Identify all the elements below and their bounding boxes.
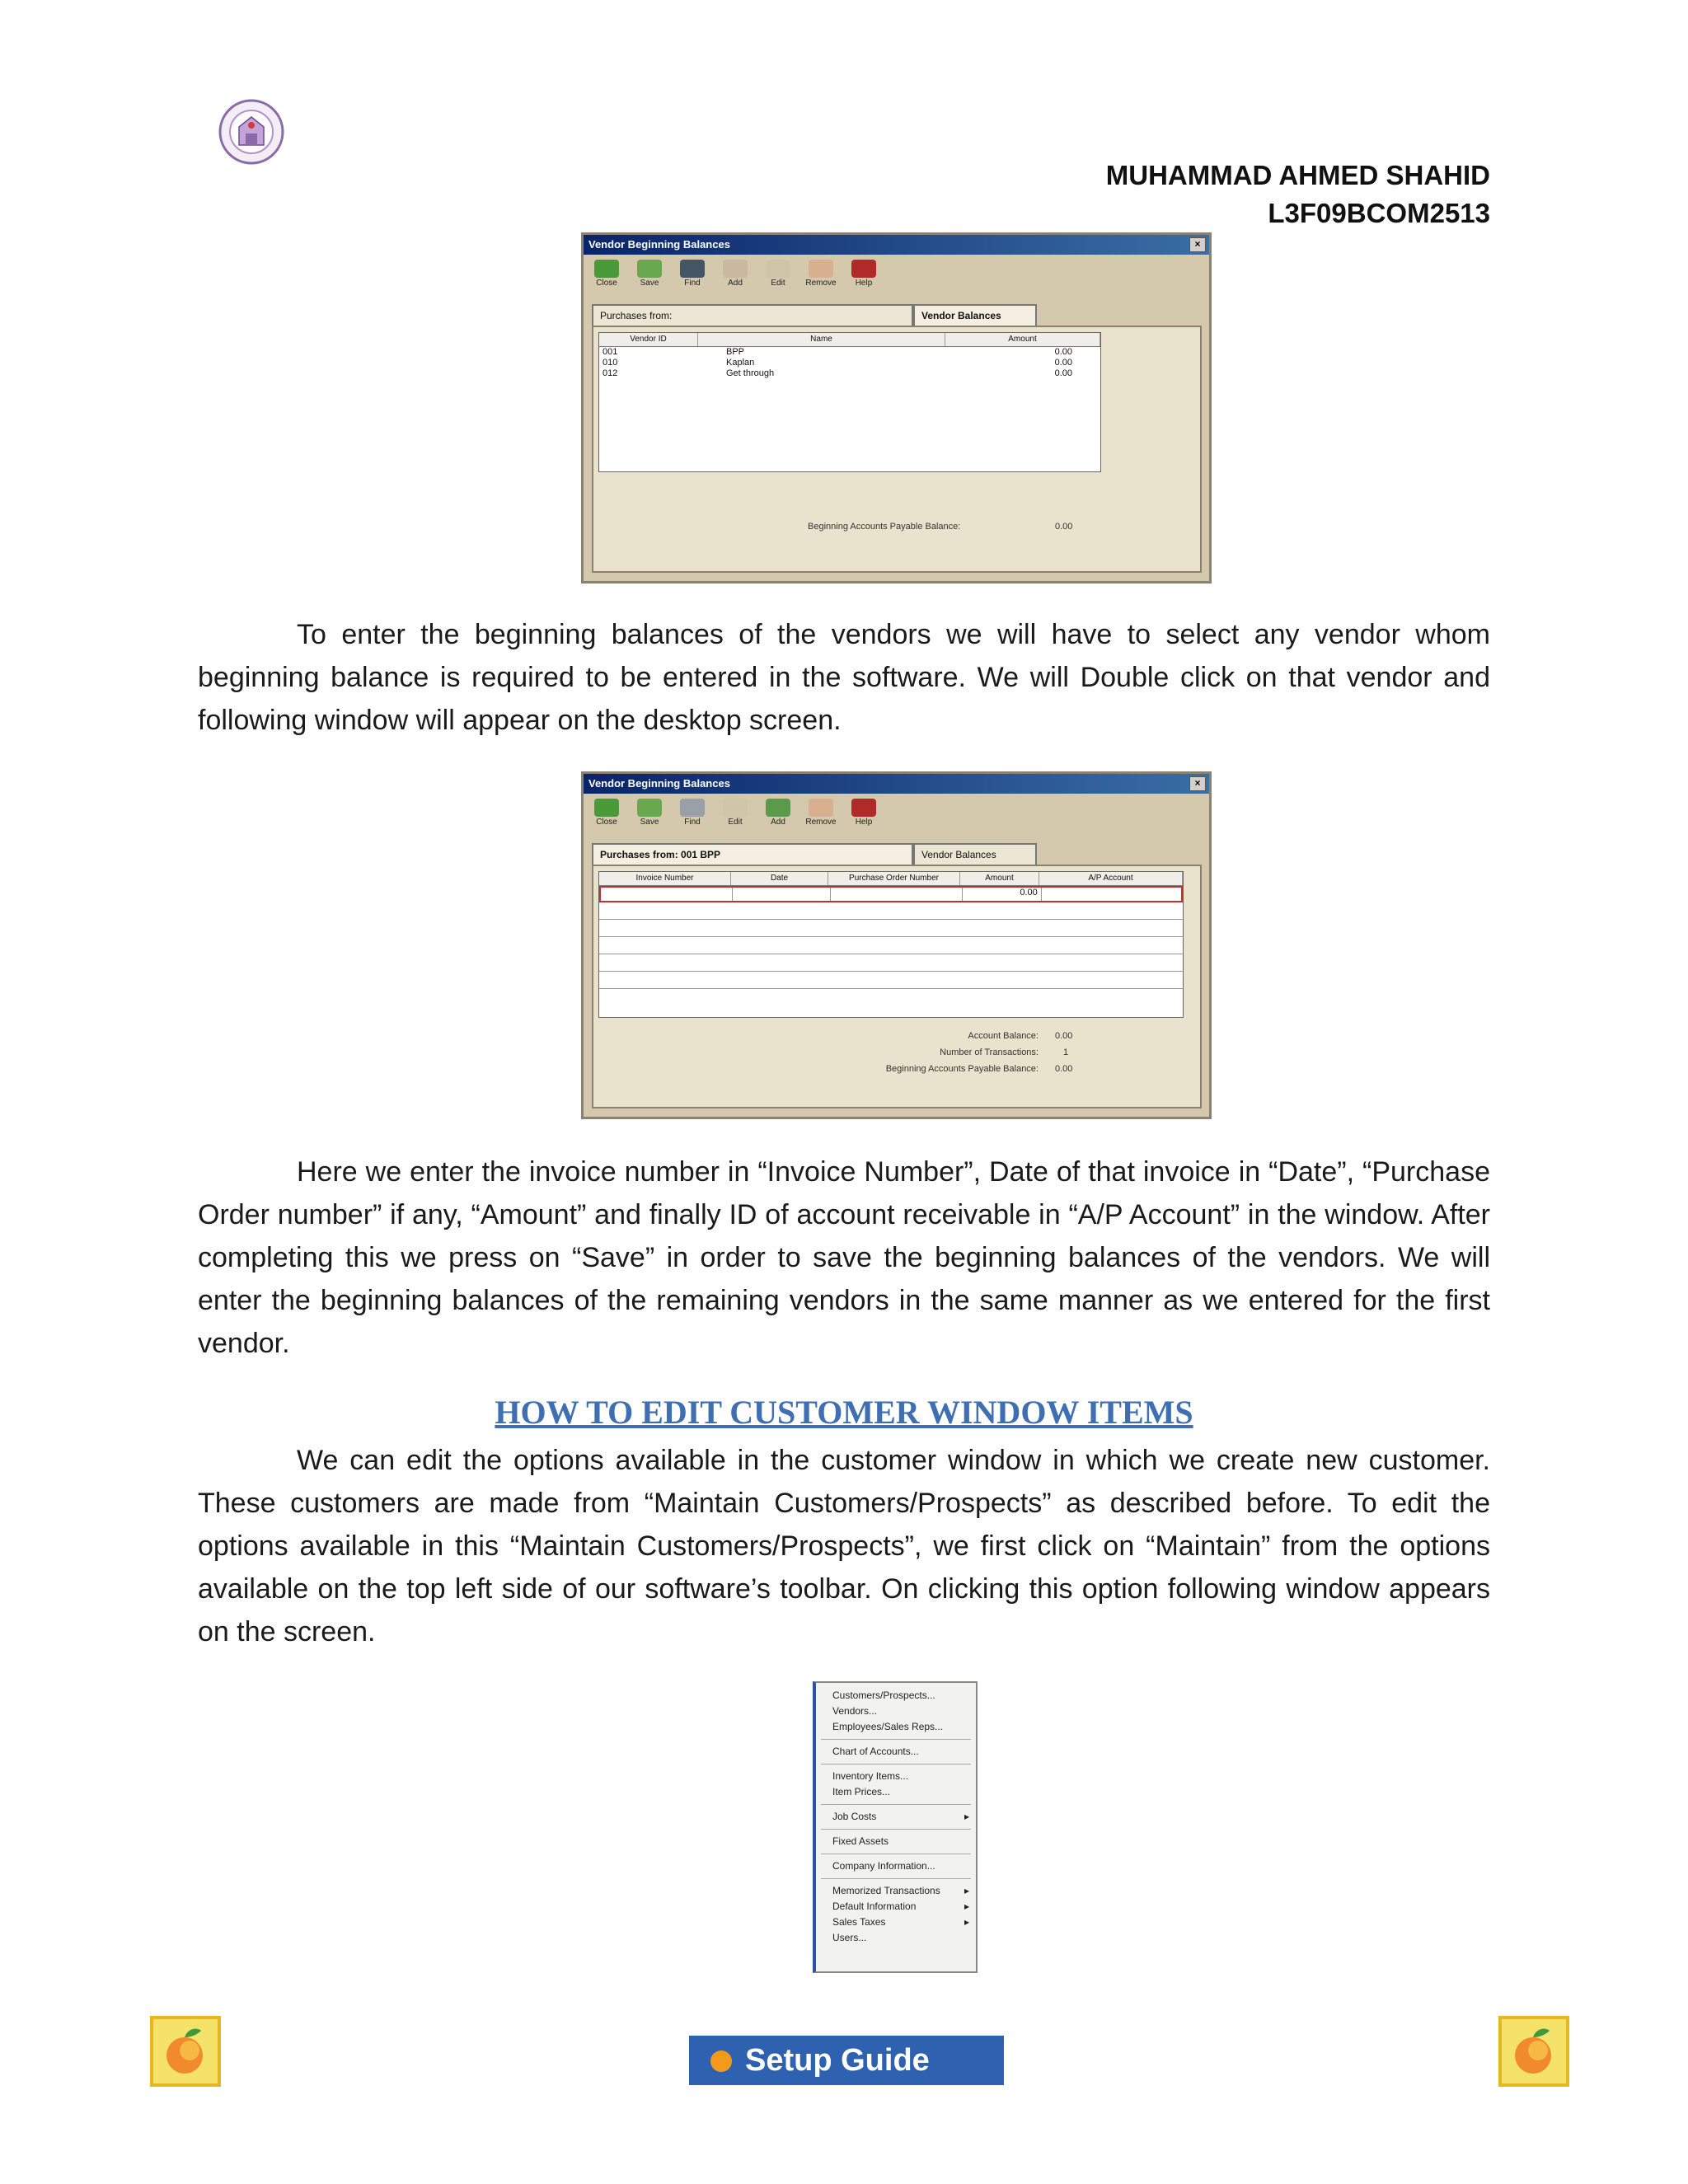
menu-item-customers[interactable]: Customers/Prospects... [832,1690,935,1701]
remove-icon [809,799,833,817]
menu-item-job-costs[interactable]: Job Costs ▸ [816,1809,976,1825]
submenu-arrow-icon: ▸ [964,1900,969,1912]
submenu-arrow-icon: ▸ [964,1916,969,1928]
menu-separator [821,1878,971,1879]
vendor-invoice-window [581,771,1212,1119]
toolbar-help-button[interactable]: Help [846,258,882,293]
menu-item-item-prices[interactable]: Item Prices... [832,1786,891,1797]
table-row[interactable] [599,972,1183,989]
paragraph-invoice-entry: Here we enter the invoice number in “Invoice Number”, Date of that invoice in “Date”, “Purchase Order number” if any, “Amount” and finally ID of account receivable in “A/P Account” in the window. After completing this we press on “Save” in order to save the beginning balances of the vendors. We will enter the beginning balances of the remaining vendors in the same manner as we entered for the first vendor. [198,1156,1490,1359]
col-purchase-order-number[interactable]: Purchase Order Number [828,872,960,885]
toolbar-add-button[interactable]: Add [717,258,753,293]
save-icon [637,260,662,278]
table-row[interactable] [599,920,1183,937]
menu-item-sales-taxes[interactable]: Sales Taxes ▸ [816,1915,976,1930]
ap-balance-label: Beginning Accounts Payable Balance: [808,522,961,532]
ap-balance-value: 0.00 [1055,522,1073,532]
toolbar-close-button[interactable]: Close [588,258,625,293]
faculty-logo [198,97,305,188]
door-icon [594,799,619,817]
table-row[interactable] [599,954,1183,972]
vendor-list-header [599,333,1100,347]
tab-purchases-from[interactable]: Purchases from: 001 BPP [592,843,913,865]
close-icon[interactable]: × [1189,776,1206,791]
invoice-grid-header [599,872,1183,886]
table-row[interactable]: 001 BPP 0.00 [603,347,1072,357]
col-date[interactable]: Date [731,872,828,885]
toolbar-close-button[interactable]: Close [588,797,625,832]
maintain-menu [813,1681,978,1973]
bullet-dot-icon [710,2050,732,2072]
toolbar-save-button[interactable]: Save [631,258,668,293]
transactions-value: 1 [1063,1047,1069,1057]
toolbar-save-button[interactable]: Save [631,797,668,832]
vendor-balances-window [581,232,1212,583]
setup-guide-banner: Setup Guide [689,2036,1004,2085]
vendor-balances-panel [592,326,1202,573]
col-ap-account[interactable]: A/P Account [1039,872,1183,885]
table-row[interactable] [599,937,1183,954]
menu-separator [821,1764,971,1765]
account-balance-value: 0.00 [1055,1031,1073,1041]
window-titlebar [584,774,1209,794]
menu-separator [821,1804,971,1805]
invoice-grid [598,871,1184,1018]
add-icon [723,260,748,278]
menu-separator [821,1739,971,1740]
table-row[interactable] [599,902,1183,920]
close-icon[interactable]: × [1189,237,1206,252]
transactions-label: Number of Transactions: [940,1047,1039,1057]
add-icon [766,799,790,817]
menu-item-default-information[interactable]: Default Information ▸ [816,1899,976,1915]
toolbar-add-button[interactable]: Add [760,797,796,832]
window-titlebar [584,235,1209,255]
menu-item-fixed-assets[interactable]: Fixed Assets [832,1835,889,1847]
help-book-icon [851,799,876,817]
edit-icon [766,260,790,278]
tab-purchases-from[interactable]: Purchases from: [592,304,913,326]
paragraph-vendor-selection: To enter the beginning balances of the vendors we will have to select any vendor whom beginning balance is required to be entered in the software. We will Double click on that vendor and following window will appear on the desktop screen. [198,619,1490,736]
vendor-list [598,332,1101,472]
ap-account-field[interactable] [1042,888,1181,901]
account-balance-label: Account Balance: [968,1031,1039,1041]
date-field[interactable] [733,888,831,901]
author-name: MUHAMMAD AHMED SHAHID [1105,160,1490,190]
window-toolbar [588,797,882,832]
peachtree-logo-icon [150,2016,221,2087]
po-number-field[interactable] [831,888,963,901]
window-toolbar [588,258,882,293]
tab-vendor-balances[interactable]: Vendor Balances [913,304,1037,326]
tab-vendor-balances[interactable]: Vendor Balances [913,843,1037,865]
ap-balance-value: 0.00 [1055,1064,1073,1074]
window-title: Vendor Beginning Balances [588,238,730,251]
toolbar-find-button[interactable]: Find [674,797,710,832]
table-row[interactable] [599,886,1183,902]
menu-item-users[interactable]: Users... [832,1932,867,1943]
col-name[interactable]: Name [698,333,945,346]
table-row[interactable]: 010 Kaplan 0.00 [603,358,1072,368]
menu-item-memorized-transactions[interactable]: Memorized Transactions ▸ [816,1883,976,1899]
menu-item-chart-of-accounts[interactable]: Chart of Accounts... [832,1746,919,1757]
toolbar-edit-button[interactable]: Edit [717,797,753,832]
menu-separator [821,1829,971,1830]
menu-item-inventory-items[interactable]: Inventory Items... [832,1770,909,1782]
submenu-arrow-icon: ▸ [964,1811,969,1822]
submenu-arrow-icon: ▸ [964,1885,969,1896]
toolbar-remove-button[interactable]: Remove [803,797,839,832]
remove-icon [809,260,833,278]
col-invoice-number[interactable]: Invoice Number [599,872,731,885]
table-row[interactable]: 012 Get through 0.00 [603,368,1072,378]
ap-balance-label: Beginning Accounts Payable Balance: [885,1064,1039,1074]
toolbar-find-button[interactable]: Find [674,258,710,293]
invoice-panel [592,865,1202,1108]
binoculars-icon [680,799,705,817]
toolbar-remove-button[interactable]: Remove [803,258,839,293]
col-amount[interactable]: Amount [960,872,1039,885]
menu-item-employees[interactable]: Employees/Sales Reps... [832,1721,944,1732]
binoculars-icon [680,260,705,278]
toolbar-help-button[interactable]: Help [846,797,882,832]
menu-item-vendors[interactable]: Vendors... [832,1705,878,1717]
invoice-number-field[interactable] [601,888,733,901]
window-title: Vendor Beginning Balances [588,777,730,790]
door-icon [594,260,619,278]
col-amount[interactable]: Amount [945,333,1100,346]
section-heading: HOW TO EDIT CUSTOMER WINDOW ITEMS [495,1394,1193,1431]
paragraph-edit-customer: We can edit the options available in the customer window in which we create new customer. These customers are made from “Maintain Customers/Prospects” as described before. To edit the options available in this “Maintain Customers/Prospects”, we first click on “Maintain” from the options available on the top left side of our software’s toolbar. On clicking this option following window appears on the screen. [198,1445,1490,1647]
toolbar-edit-button[interactable]: Edit [760,258,796,293]
edit-icon [723,799,748,817]
student-id: L3F09BCOM2513 [1268,198,1490,228]
amount-field[interactable]: 0.00 [963,888,1042,901]
peachtree-logo-icon [1498,2016,1569,2087]
col-vendor-id[interactable]: Vendor ID [599,333,698,346]
help-book-icon [851,260,876,278]
save-icon [637,799,662,817]
menu-item-company-information[interactable]: Company Information... [832,1860,935,1872]
